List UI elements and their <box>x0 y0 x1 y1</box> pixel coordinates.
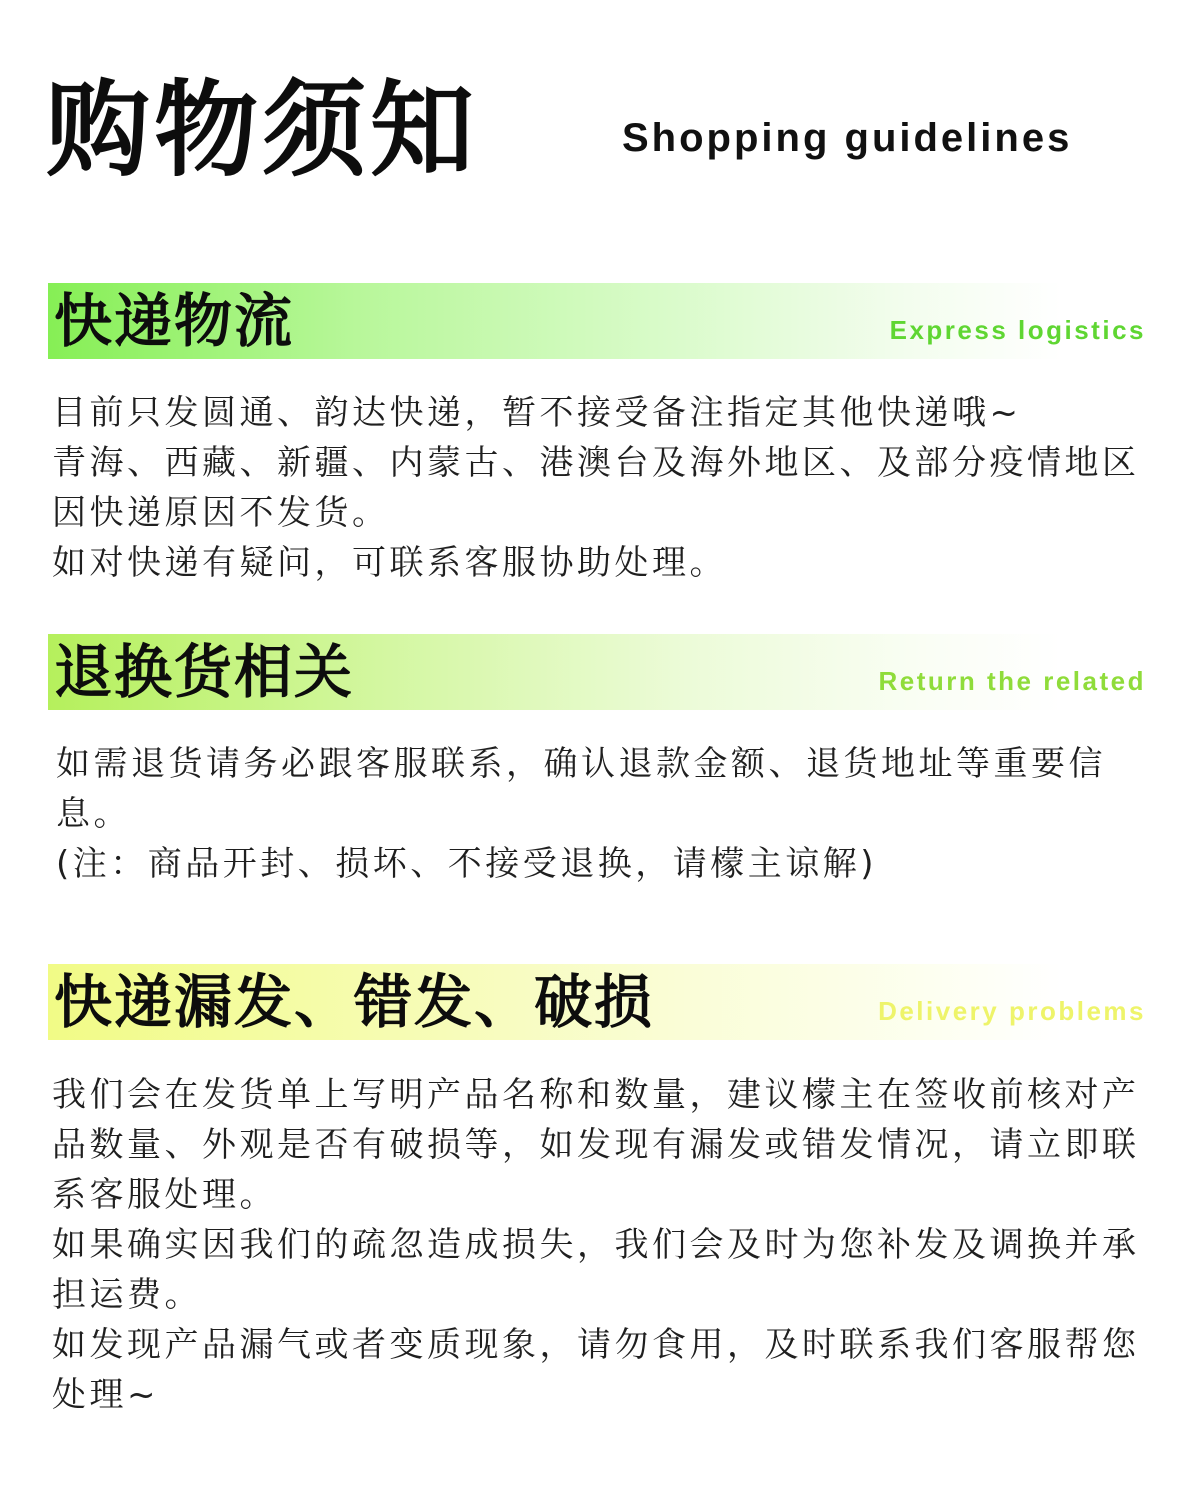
section-body-returns <box>56 739 1116 889</box>
section-english-title: Return the related <box>878 666 1146 696</box>
paragraph: 如发现产品漏气或者变质现象，请勿食用，及时联系我们客服帮您处理~ <box>52 1325 1140 1415</box>
paragraph: 目前只发圆通、韵达快递，暂不接受备注指定其他快递哦~ <box>52 393 1022 433</box>
section-header-express-logistics <box>48 283 1150 359</box>
paragraph: (注：商品开封、损坏、不接受退换，请檬主谅解) <box>56 844 878 884</box>
section-header-returns <box>48 634 1150 710</box>
page-subtitle: Shopping guidelines <box>622 116 1073 160</box>
paragraph: 如需退货请务必跟客服联系，确认退款金额、退货地址等重要信息。 <box>56 744 1106 834</box>
section-header-delivery-problems <box>48 964 1150 1040</box>
section-title: 快递漏发、错发、破损 <box>54 968 655 1036</box>
paragraph: 如果确实因我们的疏忽造成损失，我们会及时为您补发及调换并承担运费。 <box>52 1225 1140 1315</box>
section-body-express-logistics <box>52 388 1152 588</box>
section-english-title: Delivery problems <box>878 996 1146 1026</box>
paragraph: 如对快递有疑问，可联系客服协助处理。 <box>52 543 727 583</box>
page-title: 购物须知 <box>46 69 479 191</box>
section-body-delivery-problems <box>52 1070 1152 1420</box>
section-english-title: Express logistics <box>889 315 1146 345</box>
section-title: 快递物流 <box>54 287 295 355</box>
paragraph: 我们会在发货单上写明产品名称和数量，建议檬主在签收前核对产品数量、外观是否有破损等，如发现有漏发或错发情况，请立即联系客服处理。 <box>52 1075 1140 1215</box>
section-title: 退换货相关 <box>54 638 355 706</box>
paragraph: 青海、西藏、新疆、内蒙古、港澳台及海外地区、及部分疫情地区因快递原因不发货。 <box>52 443 1140 533</box>
